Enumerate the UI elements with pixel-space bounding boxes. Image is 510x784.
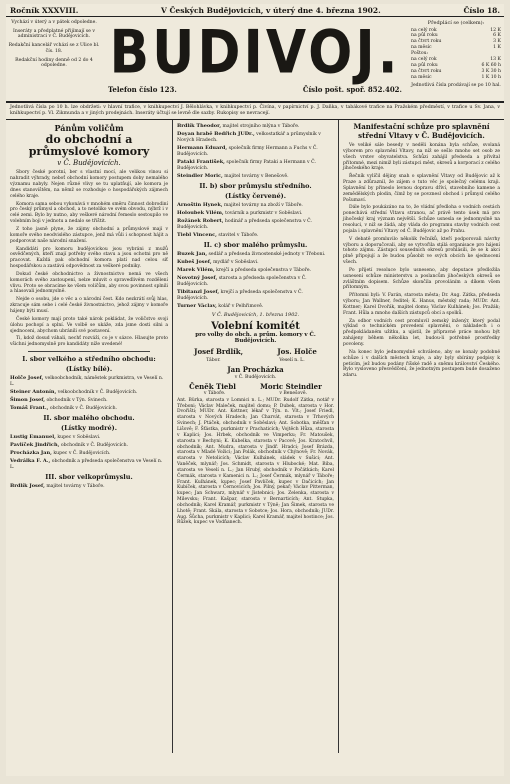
prices-note: Jednotlivá čísla prodávají se po 10 hal. (411, 83, 501, 89)
candidate-entry (10, 389, 168, 396)
candidate-info: sedlář a předseda živnostenské jednoty v Třeboni. (208, 251, 326, 257)
article-city: v Č. Budějovicích. (57, 159, 121, 168)
candidate-info: krejčí a předseda společenstva v Táboře. (216, 267, 311, 273)
candidate-name: Kubeš Josef, (177, 258, 212, 265)
candidate-name: Pataki František, (177, 159, 225, 166)
column-middle (172, 120, 338, 753)
candidate-info: továrník a purkmistr v Soběslavi. (225, 210, 303, 216)
issue-number: Číslo 18. (463, 6, 500, 15)
divider (28, 351, 150, 352)
price-label: na celý rok (411, 57, 437, 63)
article-headline: do obchodní a průmyslové komory (28, 133, 150, 159)
committee-subtitle: pro volby do obch. a prům. komory v Č. Budějovicích. (195, 331, 316, 345)
committee-cities-row (177, 391, 334, 396)
info-block: Vychází v úterý a v pátek odpoledne. (11, 20, 97, 25)
section-title: II. b) sbor průmyslu středního. (199, 181, 312, 190)
candidate-info: velkostatkář a průmyslník v Nových Hradech. (177, 132, 321, 144)
article-columns (6, 120, 504, 753)
candidate-entry (177, 275, 334, 288)
candidate-info: velkoobchodník v Č. Budějovicích. (57, 389, 138, 395)
article-paragraph: Komora sama sebou vykonává v mnohém směru činnost dobrodiní pro český průmysl a obchod, a to netoliko ve svém obvodu, nýbrž i v celé zemi. Bylo by nutno, aby veškeré národní řemeslo sestoupilo ve volebním boji v jednotu a nedalo se tříštit. (10, 201, 168, 225)
candidate-name: Tibitanzl Josef, (177, 288, 220, 295)
candidate-entry (177, 145, 334, 158)
candidate-name: Steiner Antonín, (10, 388, 57, 395)
committee-city: Tábor. (206, 357, 221, 363)
candidate-info: obchodník a předseda společenstva ve Veselí n. L. (10, 458, 163, 470)
price-value: 12 K (490, 27, 501, 33)
candidate-info: majitel strojního mlýna v Táboře. (222, 124, 300, 130)
candidate-entry (177, 232, 334, 239)
dateline-local: V Č. Budějovicích, 1. března 1902. (211, 311, 300, 318)
committee-city: v Č. Budějovicích. (234, 374, 277, 380)
column-left (6, 120, 172, 753)
article-paragraph: Kandidáti pro komoru budějovickou jsou vybráni z mužů osvědčených, kteří znají potřeby svého stavu a jsou ochotni pro ně pracovat. Každá pak obchodní komora platí nad celou síť hospodářskou a zastává odpovědnost za veškeré podniky. (10, 246, 168, 270)
candidate-name: Brdlík Josef, (10, 482, 45, 489)
section-subtitle: (Lístky červené). (225, 191, 286, 200)
price-value: 1 K (493, 45, 501, 51)
candidate-name: Steindler Moric, (177, 173, 223, 179)
candidate-name: Doyan hrabě Bedřich JUDr., (177, 131, 255, 138)
price-label: na půl roku (411, 33, 438, 39)
postal-account: Číslo pošt. spoř. 852.402. (302, 85, 402, 94)
article-paragraph: Za odbor vodních cest promluvil zemský inženýr, který podal výklad o technickém provedení splavnění, o nákladech i o předpokládaném užitku, a ujistil, že přípravné práce mohou být zahájeny během několika let, budou-li potřebné prostředky povoleny. (343, 318, 500, 347)
candidate-info: krejčí a předseda společenstva v Č. Budějovicích. (177, 289, 303, 301)
candidate-entry (10, 405, 168, 412)
candidate-name: Hermann Eduard, (177, 145, 228, 152)
candidate-info: stavitel v Táboře. (218, 232, 259, 238)
candidate-name: Tiebl Vincenc, (177, 231, 217, 238)
section-subtitle: (Lístky modré). (61, 423, 117, 432)
committee-member: Jos. Holče (277, 346, 317, 356)
telephone-label: Telefon číslo 123. (108, 85, 177, 94)
section-title: II. sbor malého obchodu. (43, 413, 135, 422)
candidate-name: Novotný Josef, (177, 274, 218, 281)
candidate-name: Rožánek Robert, (177, 217, 224, 224)
price-value: 6 K 60 h (481, 63, 501, 69)
candidate-entry (177, 159, 334, 172)
candidate-entry (10, 397, 168, 404)
price-label: na půl roku (411, 63, 438, 69)
candidate-name: Pavlíček Jindřich, (10, 441, 60, 448)
article-headline: Manifestační schůze pro splavnění střední Vltavy v Č. Budějovicích. (353, 122, 490, 140)
article-paragraph: Dále bylo poukázáno na to, že vládní předloha o vodních cestách ponechává střední Vltavu stranou, ač právě tento úsek má pro jihočeský kraj význam největší. Schůze usnesla se jednomyslně na resoluci, v níž se žádá, aby vláda do programu stavby vodních cest pojala i splavnění Vltavy od Č. Budějovic až po Prahu. (343, 205, 500, 234)
candidate-name: Procházka Jan, (10, 449, 52, 456)
masthead-center (102, 17, 408, 101)
price-label: na celý rok (411, 27, 437, 33)
candidate-info: kupec v Č. Budějovicích. (53, 450, 111, 456)
price-value: 1 K 10 h (481, 75, 501, 81)
committee-names-row (177, 347, 334, 356)
candidate-entry (177, 259, 334, 266)
committee-title: Volební komitét (211, 320, 300, 332)
dateline: V Českých Budějovicích, v úterý dne 4. března 1902. (161, 6, 381, 15)
candidate-entry (177, 173, 334, 180)
candidate-entry (177, 202, 334, 209)
committee-member: Moric Steindler (260, 381, 322, 391)
candidate-info: starosta a předseda společenstva v Č. Budějovicích. (177, 275, 307, 287)
candidate-info: společník firmy Hermann a Fuchs v Č. Budějovicích. (177, 146, 318, 158)
candidate-entry (10, 458, 168, 471)
committee-list: Ant. Bürka, starosta v Lomnici n. L.; MUDr. Rudolf Zátka, notář v Třeboni; Václav Maleček, majitel domu; P. Dubek, starosta v Hor. Dvořišti; MUDr. Ant. Kottner, lékař v Týn. n. Vlt.; Josef Friedl, starosta v Nových Hradech; Jan Charvát, starosta v Trhových Svinech; J. Ptáček, obchodník v Soběslavi; Ant. Sobotka, měšťan v Lišově; F. Šťástka, purkmistr v Prachaticích; Vojtěch Hůza, starosta v Kaplici; Jos. Hrbek, obchodník ve Vimperku; Fr. Matoušek, starosta v Bechyni; K. Kubelka, starosta v Pacově; Jos. Kratochvíl, obchodník; Ant. Mudra, starosta v Jindř. Hradci; Josef Brázda, starosta v Mladé Vožici; Jan Polák, obchodník v Chýnově; Fr. Novák, starosta v Netolicích; Václav Kulhánek, sládek v Sušici; Ant. Vaněček, mlynář; Jos. Schmidt, starosta v Hlubocké; Mat. Biba, starosta ve Veselí n. L.; Jan Hrubý, obchodník v Počátkách; Karel Čermák, starosta v Kamenici n. L.; Josef Čermák, mlynář v Táboře; Frant. Kulhánek, kupec; Josef Pavlíček, kupec v Dačicích; Jan Kubíček, starosta v Černovicích; Jos. Pilný, pekař; Václav Pitterman, kupec; Jan Schwarz, mlynář v Jistebnici; Jos. Zelenka, starosta v Milevsku; Frant. Kašpar, starosta v Bernarticích; Ant. Stupka, obchodník; Karel Kramář, purkmistr v Týně; Jan Šimek, starosta ve Lhotě; Frant. Skála, starosta v Sobotce; Jos. Hora, obchodník; JUDr. Aug. Šůcha, purkmistr v Kaplici; Karel Kramář, majitel hostince; Jos. Růžek, kupec ve Vodňanech. (177, 397, 334, 526)
price-label: na čtvrt roku (411, 39, 442, 45)
committee-member: Čeněk Tiebl (189, 381, 236, 391)
article-paragraph: Nejde o osobu, jde o věc a o národní čest. Kdo nezkrátí svůj hlas, zkracuje sám sebe i celé české živnostnictvo, jehož zájmy v komoře hájeny býti musí. (10, 297, 168, 314)
candidate-entry (10, 483, 168, 490)
info-block: Redakční hodiny denně od 2 do 4 odpoledne. (15, 57, 93, 69)
section-title: III. sbor velkoprůmyslu. (45, 472, 133, 481)
candidate-name: Arnoštin Hynek, (177, 201, 223, 208)
price-value: 3 K 30 h (481, 69, 501, 75)
article-paragraph: Na konec bylo jednomyslně schváleno, aby se konaly podobné schůze i v dalších městech kraje, a aby byly sbírány podpisy k peticím, jež budou podány říšské radě a sněmu království Českého. Bylo vysloveno přesvědčení, že jednotným postupem bude dosaženo zdaru. (343, 349, 500, 379)
article-paragraph: Řečník vylíčil dějiny snah o splavnění Vltavy od Budějovic až k Praze a zdůraznil, že zájem o tuto věc je společný celému kraji. Splavnění by přineslo levnou dopravu dříví, stavebního kamene a zemědělských plodin, čímž by se povznesl obchod i průmysl celého Pošumaví. (343, 174, 500, 203)
article-paragraph: Ti, kdož dosud váhali, nechť rozváží, co je v sázce. Hlasujte proto všichni jednomyslně pro kandidáty níže uvedené! (10, 336, 168, 348)
article-paragraph: České komory mají proto také nárok pokládat, že voličstvo svoji úlohu pochopí a splní. Ve volbě se ukáže, zda jsme dosti silni a sjednoceni, abychom ubránili své postavení. (10, 316, 168, 334)
info-block: Redakční kancelář vchází se z Ulice bl. čís. 18. (8, 43, 100, 54)
candidate-info: mydlář v Soběslavi. (213, 259, 259, 265)
committee-city: v Táboře. (203, 390, 226, 396)
committee-city: v Benešově. (279, 390, 308, 396)
candidate-entry (177, 289, 334, 302)
newspaper-title: BUDIVOJ. (109, 18, 401, 88)
prices-title: Předplácí se (celkem): (427, 20, 485, 26)
price-label: na měsíc (411, 75, 432, 81)
article-paragraph: V debatě promluvilo několik řečníků, kteří podporovali návrhy výboru a doporučovali, aby se vytvořila stálá organisace pro hájení tohoto zájmu. Zástupci sousedních okresů prohlásili, že se k akci plně připojují a že budou působit ve svých obcích ke sjednocení všech. (343, 236, 500, 266)
top-bar (6, 4, 504, 17)
candidate-entry (10, 442, 168, 449)
candidate-name: Tomáš Frant., (10, 404, 49, 411)
intro-notice: Jednotlivá čísla po 10 h. lze obdržeti: v hlavní trafice, v knihkupectví J. Bělohlávka, v knihkupectví p. Čivína, v papírnictví p. J. Daňka, v tabákové trafice na Pražském předměstí, v trafice u Sv. Jana, v knihkupectví p. Vl. Zikmunda a v jiných prodejnách. Inseráty účtují se levně dle sazby. Rukopisy se nevracejí. (6, 103, 504, 120)
price-value: 3 K (493, 39, 501, 45)
candidate-info: kupec v Soběslavi. (57, 434, 101, 440)
candidate-info: obchodník v Týn. Svinech. (46, 397, 108, 403)
price-value: 6 K (493, 33, 501, 39)
newspaper-page (6, 4, 504, 776)
candidate-name: Marek Vilém, (177, 266, 215, 273)
article-kicker: Pánům voličům (54, 123, 124, 134)
candidate-info: společník firmy Pataki a Hermann v Č. Budějovicích. (177, 160, 316, 172)
candidate-entry (177, 303, 334, 310)
price-label: Poštou: (411, 51, 429, 57)
candidate-info: obchodník v Č. Budějovicích. (49, 405, 118, 411)
committee-cities-row (177, 358, 334, 363)
candidate-name: Holoubek Vilém, (177, 209, 224, 216)
section-title: I. sbor velkého a středního obchodu: (22, 355, 156, 364)
candidate-name: Brdlík Theodor, (177, 123, 222, 130)
price-label: na čtvrt roku (411, 69, 442, 75)
section-subtitle: (Lístky bílé). (65, 365, 113, 374)
article-paragraph: Po přijetí resoluce bylo usneseno, aby deputace předložila usnesení schůze ministerstvu a poslancům jihočeských okresů se zvláštním dopisem. Schůze skončila provoláním a díkem všem přítomným. (343, 267, 500, 291)
column-right (338, 120, 504, 753)
article-paragraph: Z toho jasně plyne, že zájmy obchodní a průmyslové mají v komoře svého neodvislého zástupce, jenž má vůli i schopnost hájit a podporovat naše národní snažení. (10, 227, 168, 244)
candidate-entry (10, 434, 168, 441)
article-paragraph: Sbory české porotní, ber s vlastní mocí, ale velikou vinou si nahradit výhrady, neboť obchodní komory postupem doby nemalého významu nabyly. Nejen různé vlivy se tu uplatňují, ale komora je dnes stanovištěm, na němž se rozhoduje o hospodářských zájmech celého kraje. (10, 170, 168, 199)
candidate-entry (177, 218, 334, 231)
candidate-entry (177, 267, 334, 274)
candidate-info: obchodník v Č. Budějovicích. (60, 442, 129, 448)
candidate-name: Lustig Emanuel, (10, 433, 56, 440)
info-block: Inseráty a předplatné přijímají se v administraci v Č. Budějovicích. (13, 28, 95, 40)
candidate-name: Šimon Josef, (10, 396, 45, 403)
candidate-info: majitel továrny v Benešově. (224, 174, 289, 179)
candidate-name: Holče Josef, (10, 375, 44, 382)
committee-city: Veselí n. L. (279, 357, 305, 363)
masthead (6, 17, 504, 103)
committee-member: Josef Brdlík, (194, 346, 244, 356)
committee-member: Jan Procházka (227, 364, 284, 374)
candidate-name: Turner Václav, (177, 302, 217, 309)
article-paragraph: Dokud české obchodnictvo a živnostnictvo nemá ve všech komorách svého zastoupení, nelze mluvit o spravedlivém rozdělení vlivu. Proto se obracíme ke všem voličům, aby svou povinnost splnili a hlasovali jednomyslně. (10, 271, 168, 295)
volume-label: Ročník XXXVIII. (10, 6, 79, 15)
candidate-name: Buzek Jan, (177, 250, 208, 257)
candidate-entry (177, 251, 334, 258)
price-value: 13 K (490, 57, 501, 63)
candidate-entry (177, 131, 334, 144)
price-row (411, 75, 501, 81)
price-label: na měsíc (411, 45, 432, 51)
candidate-info: majitel továrny na zboží v Táboře. (224, 202, 303, 208)
candidate-name: Vedrálka F. A., (10, 457, 51, 464)
candidate-info: velkoobchodník, náměstek purkmistra, ve Veselí n. L. (10, 376, 164, 387)
candidate-entry (10, 375, 168, 388)
article-paragraph: Přítomni byli: V. Farán, starosta města; Dr. Aug. Zátka, předseda výboru; Jan Wallner, ředitel; K. Hanus, městský rada; MUDr. Ant. Kottner; Karel Dvořák, majitel domu; Václav Kulhánek; Jos. Pražák; Frant. Hůla a mnoho dalších zástupců obcí a spolků. (343, 293, 500, 316)
candidate-entry (177, 123, 334, 130)
candidate-entry (177, 210, 334, 217)
section-title: II. c) sbor malého průmyslu. (203, 240, 308, 249)
masthead-info-left (6, 17, 102, 101)
committee-names-row (177, 382, 334, 391)
candidate-entry (10, 450, 168, 457)
candidate-info: kolář v Pelhřimově. (218, 303, 264, 309)
subscription-prices (408, 17, 504, 101)
article-paragraph: Ve veliké sále besedy v neděli konána byla schůze, svolaná výborem pro splavnění Vltavy, na níž se sešlo mnoho set osob ze všech vrstev obyvatelstva. Schůzi zahájil předseda a přivítal přítomné, mezi nimiž byli zástupci měst, okresů a korporací z celého jihočeského kraje. (343, 143, 500, 172)
candidate-info: majitel továrny v Táboře. (46, 483, 105, 489)
candidate-info: hodinář a předseda společenstva v Č. Budějovicích. (177, 218, 312, 230)
